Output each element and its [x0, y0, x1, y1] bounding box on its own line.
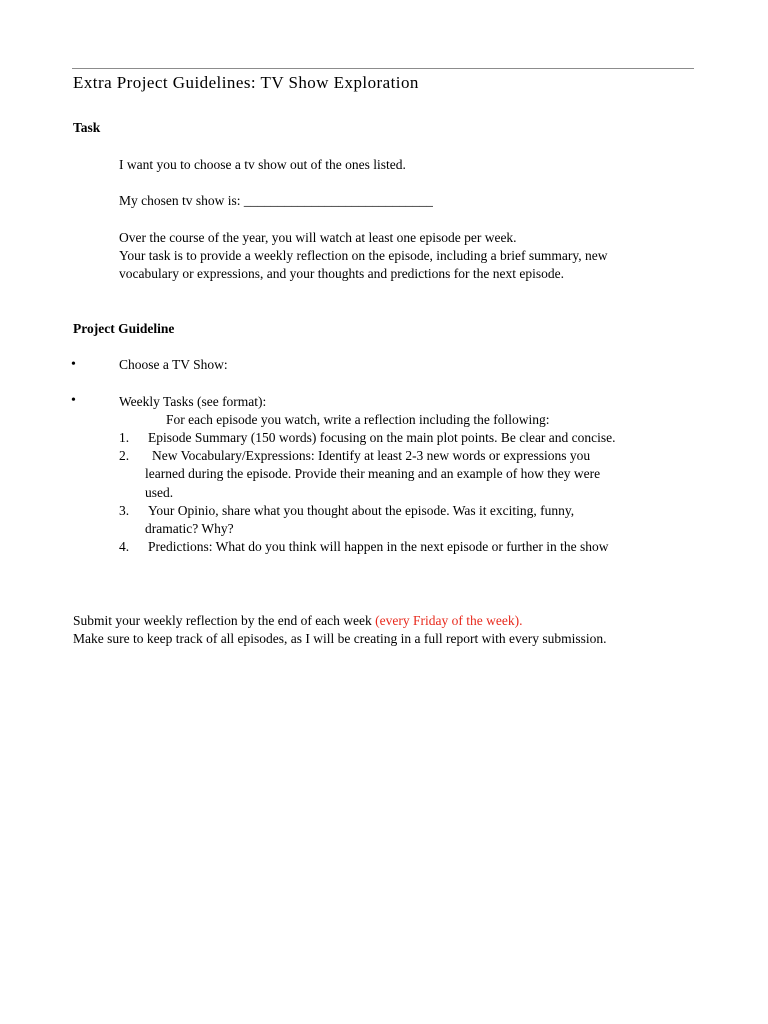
list-item-text: Episode Summary (150 words) focusing on the main plot points. Be clear and concise. — [148, 430, 616, 445]
bullet-choose-show: Choose a TV Show: — [119, 357, 228, 372]
list-item-number: 2. — [119, 448, 130, 463]
chosen-show-blank: ____________________________ — [243, 193, 433, 208]
list-item-text: New Vocabulary/Expressions: Identify at least 2-3 new words or expressions you — [152, 448, 591, 463]
list-item-number: 3. — [119, 503, 130, 518]
chosen-show-label: My chosen tv show is: — [119, 193, 241, 208]
bullet-marker: • — [71, 393, 76, 408]
list-item-text: Your Opinio, share what you thought about the episode. Was it exciting, funny, — [148, 503, 575, 518]
header-rule — [72, 68, 694, 69]
chosen-show-line — [119, 192, 433, 210]
task-instruction: I want you to choose a tv show out of the ones listed. — [119, 157, 406, 172]
list-item-number: 4. — [119, 539, 130, 554]
list-item-text: dramatic? Why? — [145, 521, 234, 536]
guideline-heading: Project Guideline — [73, 321, 175, 336]
tracking-note: Make sure to keep track of all episodes, as I will be creating in a full report with every submission. — [73, 631, 607, 646]
submission-note-text: Submit your weekly reflection by the end of each week — [73, 613, 376, 628]
task-heading: Task — [73, 120, 101, 135]
task-paragraph-line-3: vocabulary or expressions, and your thoughts and predictions for the next episode. — [119, 266, 565, 281]
task-paragraph-line-2: Your task is to provide a weekly reflection on the episode, including a brief summary, new — [119, 248, 608, 263]
list-item-number: 1. — [119, 430, 130, 445]
task-paragraph-line-1: Over the course of the year, you will watch at least one episode per week. — [119, 230, 517, 245]
bullet-marker: • — [71, 357, 76, 372]
document-title: Extra Project Guidelines: TV Show Exploration — [73, 73, 419, 92]
submission-note — [73, 612, 522, 630]
list-item-text: Predictions: What do you think will happen in the next episode or further in the show — [148, 539, 609, 554]
submission-deadline-highlight: (every Friday of the week). — [375, 613, 523, 628]
list-item-text: learned during the episode. Provide their meaning and an example of how they were — [145, 466, 601, 481]
weekly-tasks-intro: For each episode you watch, write a reflection including the following: — [166, 412, 550, 427]
list-item-text: used. — [145, 485, 174, 500]
bullet-weekly-tasks: Weekly Tasks (see format): — [119, 394, 267, 409]
